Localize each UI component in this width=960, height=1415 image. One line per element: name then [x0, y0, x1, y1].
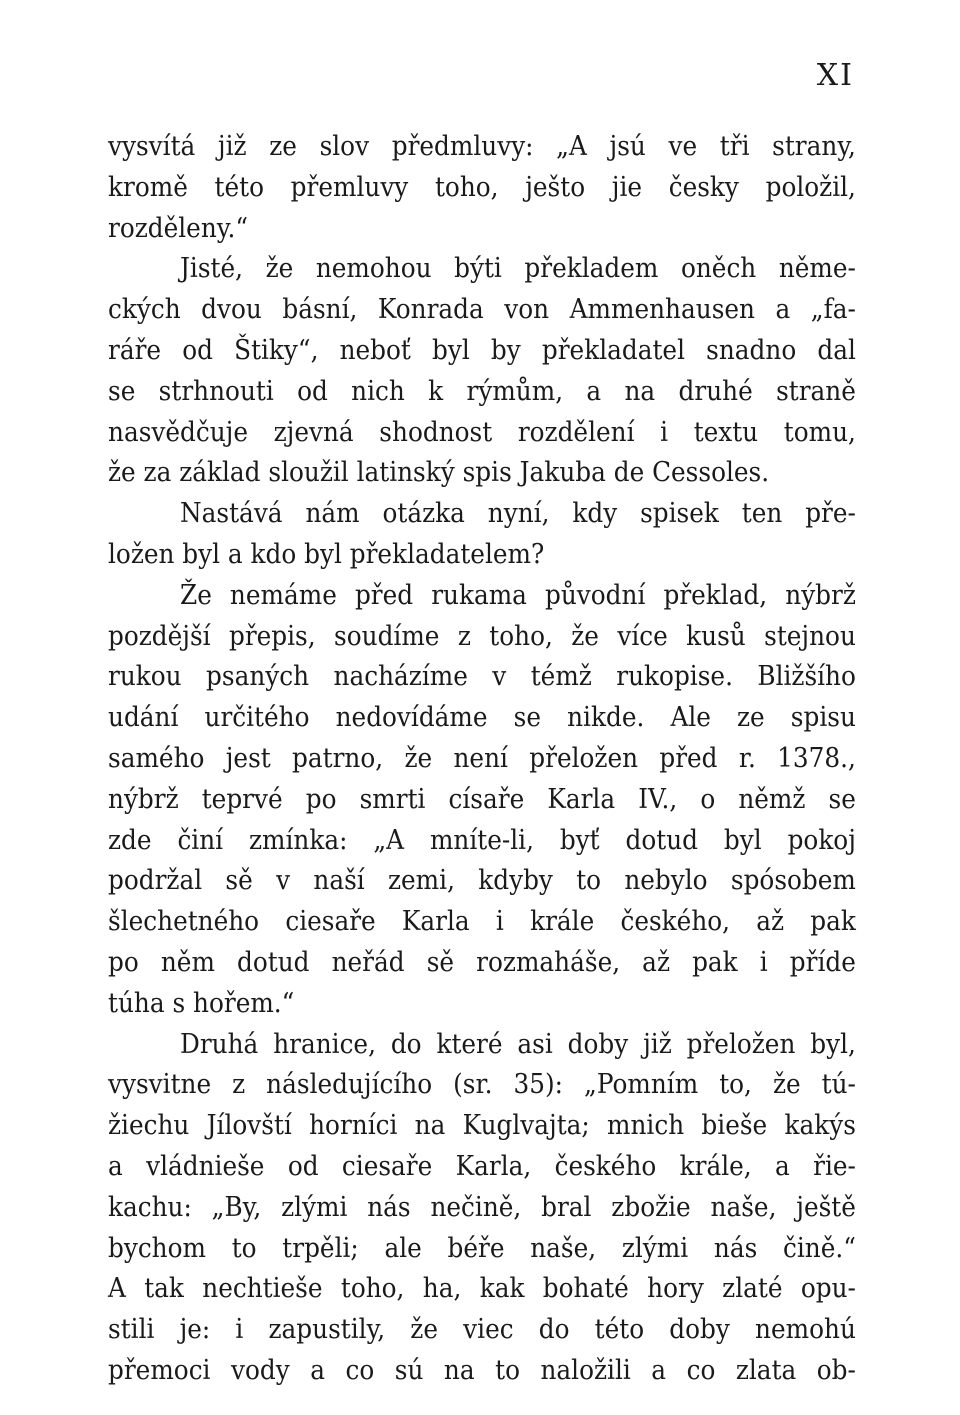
text-line: zde činí zmínka: „A mníte-li, byť dotud byl pokoj — [108, 823, 856, 856]
text-line: udání určitého nedovídáme se nikde. Ale ze spisu — [108, 701, 856, 734]
text-line: se strhnouti od nich k rýmům, a na druhé straně — [108, 374, 856, 407]
text-line: Jisté, že nemohou býti překladem oněch něme- — [180, 252, 856, 285]
page-number: XI — [816, 58, 854, 93]
text-line: túha s hořem.“ — [108, 986, 295, 1019]
text-line: A tak nechtieše toho, ha, kak bohaté hory zlaté opu- — [108, 1272, 856, 1305]
text-line: stili je: i zapustily, že viec do této doby nemohú — [108, 1313, 856, 1346]
text-line: ložen byl a kdo byl překladatelem? — [108, 537, 545, 570]
text-line: bychom to trpěli; ale béře naše, zlými nás čině.“ — [108, 1231, 856, 1264]
text-line: přemoci vody a co sú na to naložili a co zlata ob- — [108, 1353, 856, 1386]
text-line: a vládnieše od ciesaře Karla, českého krále, a řie- — [108, 1149, 856, 1182]
text-line: rozděleny.“ — [108, 211, 248, 244]
text-line: kromě této přemluvy toho, ješto jie česky položil, — [108, 170, 856, 203]
text-line: pozdější přepis, soudíme z toho, že více kusů stejnou — [108, 619, 856, 652]
text-line: nýbrž teprvé po smrti císaře Karla IV., o němž se — [108, 782, 856, 815]
text-line: nasvědčuje zjevná shodnost rozdělení i textu tomu, — [108, 415, 856, 448]
body-text — [108, 126, 856, 1391]
text-line: vysvitne z následujícího (sr. 35): „Pomním to, že tú- — [108, 1068, 856, 1101]
text-line: šlechetného ciesaře Karla i krále českého, až pak — [108, 905, 856, 938]
text-line: vysvítá již ze slov předmluvy: „A jsú ve tři strany, — [108, 130, 856, 162]
text-line: žiechu Jílovští horníci na Kuglvajta; mnich bieše kakýs — [108, 1109, 856, 1142]
text-line: po něm dotud neřád sě rozmaháše, až pak i příde — [108, 945, 856, 978]
text-line: samého jest patrno, že není přeložen před r. 1378., — [108, 741, 856, 774]
text-line: že za základ sloužil latinský spis Jakuba de Cessoles. — [108, 456, 770, 489]
text-line: ráře od Štiky“, neboť byl by překladatel snadno dal — [108, 333, 856, 366]
text-line: Že nemáme před rukama původní překlad, nýbrž — [180, 578, 856, 611]
text-line: podržal sě v naší zemi, kdyby to nebylo spósobem — [108, 864, 856, 897]
text-line: Druhá hranice, do které asi doby již přeložen byl, — [180, 1027, 856, 1060]
text-line: rukou psaných nacházíme v témž rukopise. Bližšího — [108, 660, 856, 693]
text-line: Nastává nám otázka nyní, kdy spisek ten pře- — [180, 497, 856, 530]
text-line: kachu: „By, zlými nás nečině, bral zbožie naše, ještě — [108, 1190, 856, 1223]
text-line: ckých dvou básní, Konrada von Ammenhausen a „fa- — [108, 293, 856, 326]
